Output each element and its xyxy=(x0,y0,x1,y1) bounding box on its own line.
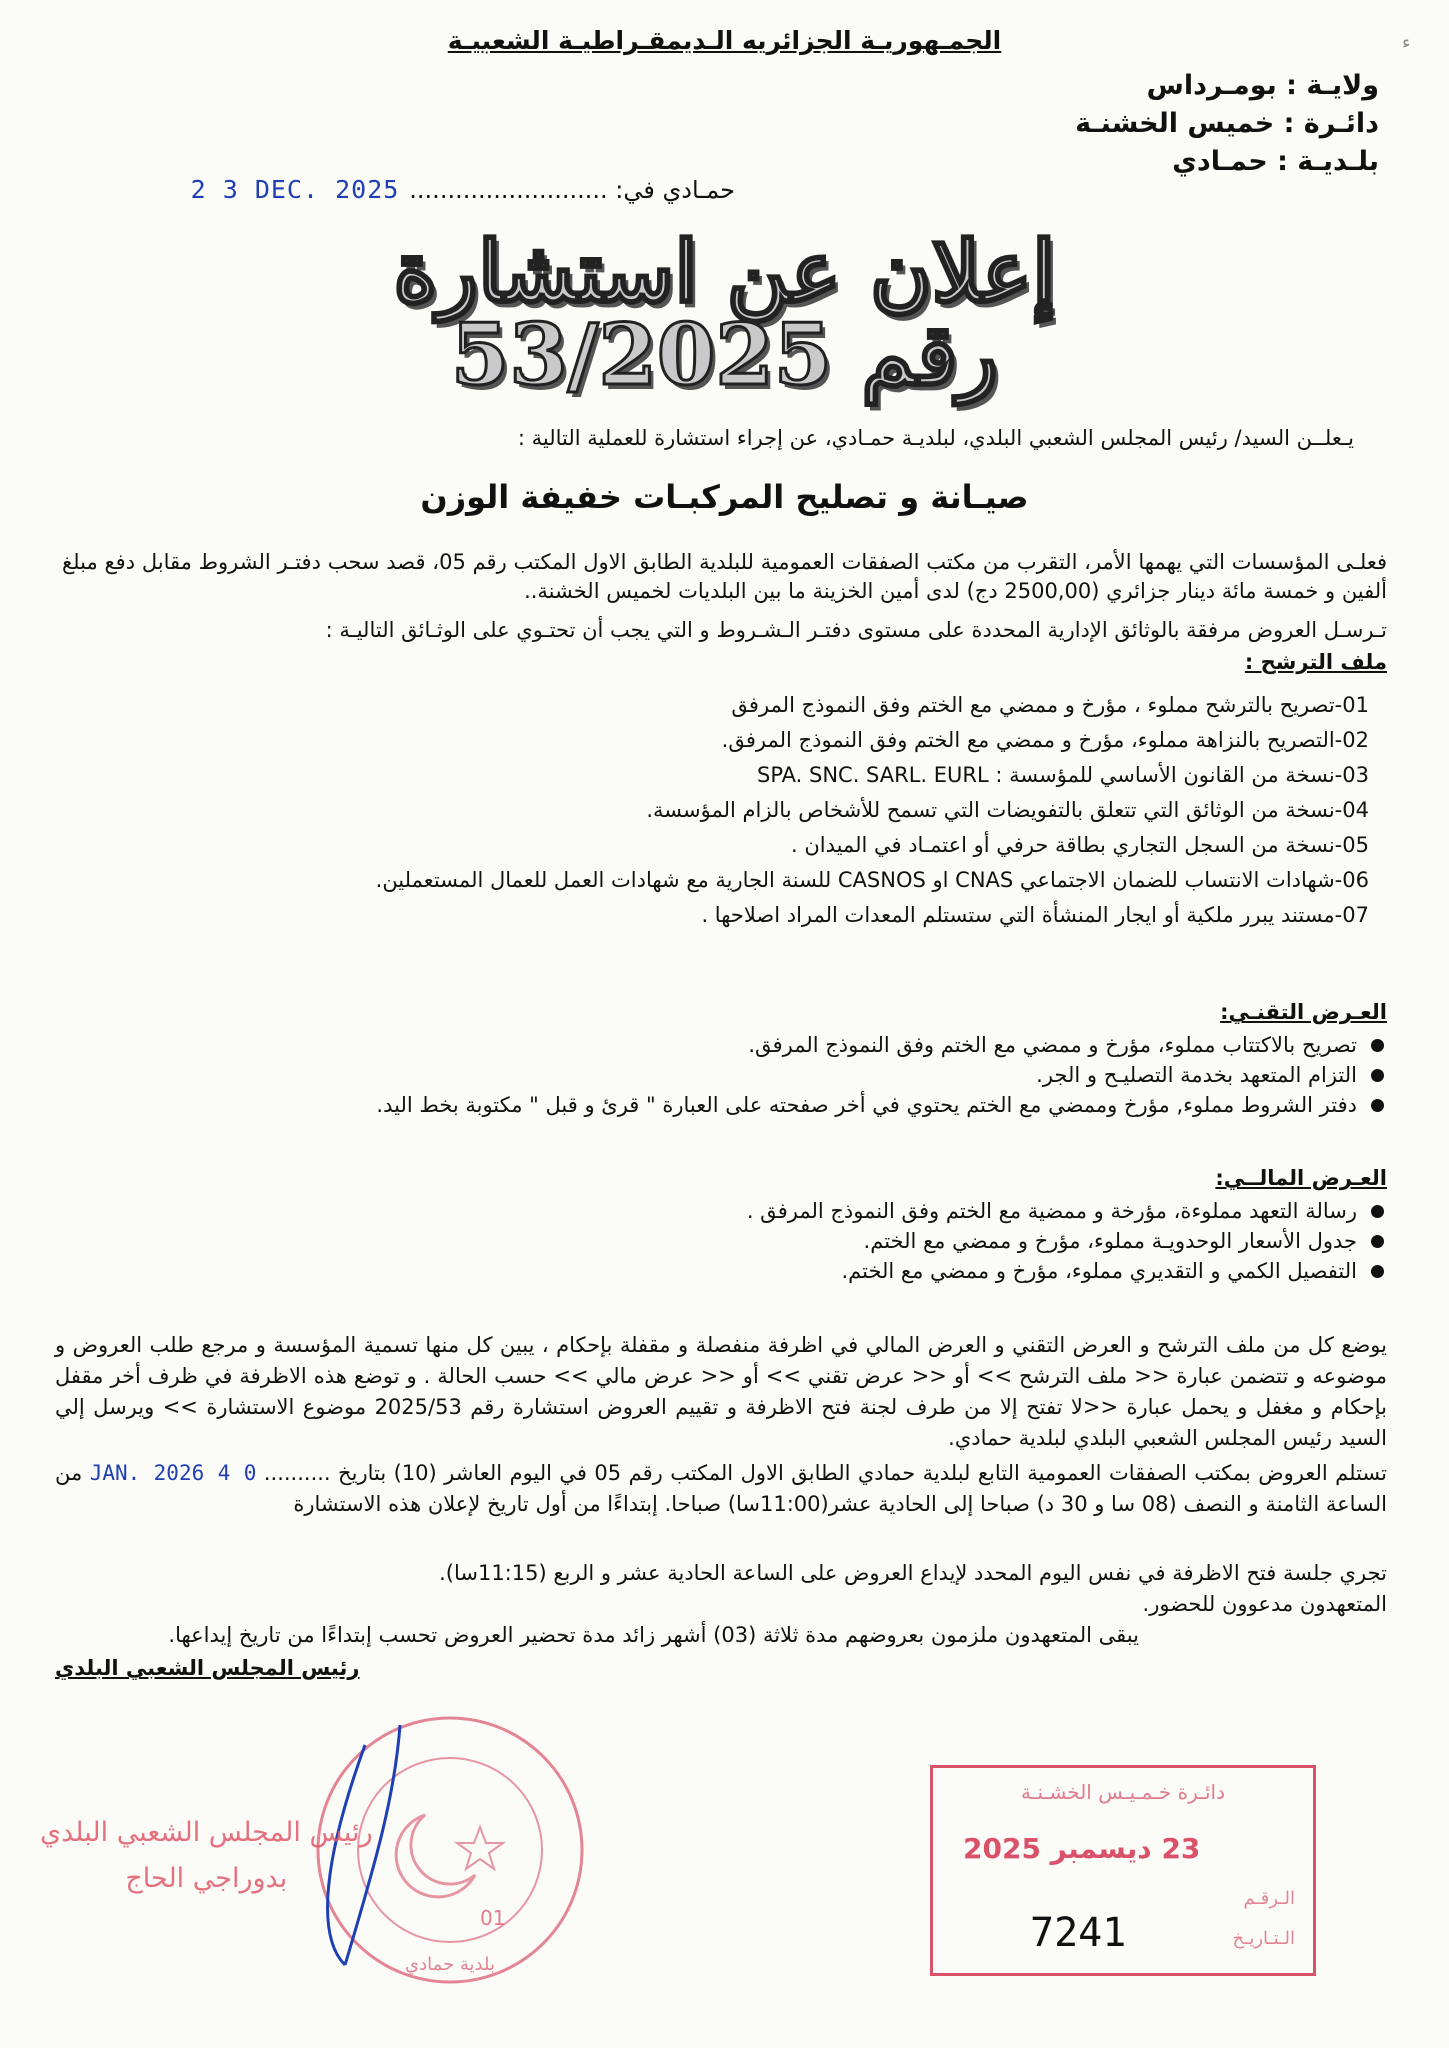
closing-opening-paragraph: تجري جلسة فتح الاظرفة في نفس اليوم المحدد لإيداع العروض على الساعة الحادية عشر و الربع (11:15سا). xyxy=(439,1561,1387,1585)
closing-reception-paragraph: تستلم العروض بمكتب الصفقات العمومية التابع لبلدية حمادي الطابق الاول المكتب رقم 05 في اليوم العاشر (10) بتاريخ .......... 0 4 JAN. 2026 من الساعة الثامنة و النصف (08 سا و 30 د) صباحا إلى الحادية عشر(11:00سا) صباحا. إبتداءًا من أول تاريخ لإعلان هذه الاستشارة xyxy=(55,1461,1387,1516)
list-item: التزام المتعهد بخدمة التصليـح و الجر. xyxy=(80,1060,1384,1090)
corner-mark: ء xyxy=(1402,32,1411,53)
financial-list xyxy=(80,1196,1384,1286)
registration-number: 7241 xyxy=(1030,1910,1127,1956)
signatory-title: رئيس المجلس الشعبي البلدي xyxy=(55,1656,360,1680)
baladiya-line: بلـديـة : حمـادي xyxy=(1172,146,1379,177)
list-item: تصريح بالاكتتاب مملوء، مؤرخ و ممضي مع الختم وفق النموذج المرفق. xyxy=(80,1030,1384,1060)
registration-stamp-daira: دائـرة خـمـيـس الخشـنـة xyxy=(1020,1780,1226,1804)
registration-stamp-date-label: الـتـاريـخ xyxy=(1232,1928,1295,1949)
registration-stamp-number-label: الـرقـم xyxy=(1243,1888,1295,1909)
candidacy-list xyxy=(80,688,1369,933)
list-item: رسالة التعهد مملوءة، مؤرخة و ممضية مع الختم وفق النموذج المرفق . xyxy=(80,1196,1384,1226)
list-item: 01-تصريح بالترشح مملوء ، مؤرخ و ممضي مع الختم وفق النموذج المرفق xyxy=(731,693,1369,717)
list-item: التفصيل الكمي و التقديري مملوء، مؤرخ و ممضي مع الختم. xyxy=(80,1256,1384,1286)
closing-envelope-paragraph: يوضع كل من ملف الترشح و العرض التقني و العرض المالي في اظرفة منفصلة و مقفلة بإحكام ، يبين كل منها تسمية المؤسسة و مرجع طلب العروض و موضوعه و تتضمن عبارة << ملف الترشح >> أو << عرض تقني >> أو << عرض مالي >> حسب الحالة . و توضع هذه الاظرفة في ظرف أخر مقفل بإحكام و مغفل و يحمل عبارة <<لا تفتح إلا من طرف لجنة فتح الاظرفة و تقييم العروض استشارة رقم 2025/53 موضوع الاستشارة >> ويرسل إلي السيد رئيس المجلس الشعبي البلدي لبلدية حمادي. xyxy=(55,1333,1387,1450)
list-item: 04-نسخة من الوثائق التي تتعلق بالتفويضات التي تسمح للأشخاص بالزام المؤسسة. xyxy=(646,798,1369,822)
closing-invite-paragraph: المتعهدون مدعوون للحضور. xyxy=(1142,1592,1387,1616)
list-item: 06-شهادات الانتساب للضمان الاجتماعي CNAS او CASNOS للسنة الجارية مع شهادات العمل للعمال المستعملين. xyxy=(375,868,1369,892)
bullet-icon xyxy=(1371,1265,1384,1278)
list-item: 03-نسخة من القانون الأساسي للمؤسسة : SPA. SNC. SARL. EURL xyxy=(757,763,1369,787)
list-item: دفتر الشروط مملوء, مؤرخ وممضي مع الختم يحتوي في أخر صفحته على العبارة " قرئ و قبل " مكتوبة بخط اليد. xyxy=(80,1090,1384,1120)
daira-line: دائـرة : خميس الخشنـة xyxy=(1075,108,1379,139)
wilaya-line: ولايـة : بومـرداس xyxy=(1146,70,1379,101)
title-line-1: إعلان عن استشارة xyxy=(393,222,1056,321)
list-item: 05-نسخة من السجل التجاري بطاقة حرفي أو اعتمـاد في الميدان . xyxy=(790,833,1369,857)
list-item: 02-التصريح بالنزاهة مملوء، مؤرخ و ممضي مع الختم وفق النموذج المرفق. xyxy=(721,728,1369,752)
title-line-2: رقم 53/2025 xyxy=(450,305,999,404)
candidacy-heading: ملف الترشح : xyxy=(1244,650,1387,674)
bullet-icon xyxy=(1371,1205,1384,1218)
date-prefix: حمـادي في: .......................... xyxy=(409,175,735,204)
list-item: جدول الأسعار الوحدويـة مملوء، مؤرخ و ممضي مع الختم. xyxy=(80,1226,1384,1256)
paragraph-documents: تـرسـل العروض مرفقة بالوثائق الإدارية المحددة على مستوى دفتـر الـشـروط و التي يجب أن تحتـوي على الوثـائق التاليـة : xyxy=(325,618,1387,642)
red-signature-name: بدوراجي الحاج xyxy=(125,1863,288,1894)
subject-title: صيـانة و تصليح المركبـات خفيفة الوزن xyxy=(420,478,1029,516)
closing-validity-paragraph: يبقى المتعهدون ملزمون بعروضهم مدة ثلاثة (03) أشهر زائد مدة تحضير العروض تحسب إبتداءًا من تاريخ إيداعها. xyxy=(168,1623,1139,1647)
issue-date-line xyxy=(95,175,735,204)
bullet-icon xyxy=(1371,1099,1384,1112)
red-signature-block xyxy=(40,1810,373,1902)
bullet-icon xyxy=(1371,1235,1384,1248)
registration-stamp-date: 23 ديسمبر 2025 xyxy=(963,1832,1201,1865)
bullet-icon xyxy=(1371,1069,1384,1082)
intro-text: يـعلــن السيد/ رئيس المجلس الشعبي البلدي، لبلديـة حمـادي، عن إجراء استشارة للعملية التالية : xyxy=(517,426,1354,450)
seal-number: 01 xyxy=(480,1906,506,1930)
seal-text: بلدية حمادي xyxy=(405,1954,495,1975)
republic-header: الجمـهوريـة الجزائريه الـديمقـراطيـة الشعبيـة xyxy=(447,26,1002,55)
date-stamp: 2 3 DEC. 2025 xyxy=(190,175,400,204)
financial-heading: العـرض المالــي: xyxy=(1215,1166,1387,1190)
reception-date-stamp: 0 4 JAN. 2026 xyxy=(89,1461,257,1485)
list-item: 07-مستند يبرر ملكية أو ايجار المنشأة التي ستستلم المعدات المراد اصلاحها . xyxy=(701,903,1369,927)
bullet-icon xyxy=(1371,1039,1384,1052)
technical-heading: العـرض التقنـي: xyxy=(1220,1000,1387,1024)
red-signature-title: رئيس المجلس الشعبي البلدي xyxy=(40,1817,373,1848)
technical-list xyxy=(80,1030,1384,1120)
paragraph-withdraw: فعلـى المؤسسات التي يهمها الأمر، التقرب من مكتب الصفقات العمومية للبلدية الطابق الاول المكتب رقم 05، قصد سحب دفتـر الشروط مقابل دفع مبلغ ألفين و خمسة مائة دينار جزائري (2500,00 دج) لدى أمين الخزينة ما بين البلديات لخميس الخشنة.. xyxy=(62,550,1387,603)
